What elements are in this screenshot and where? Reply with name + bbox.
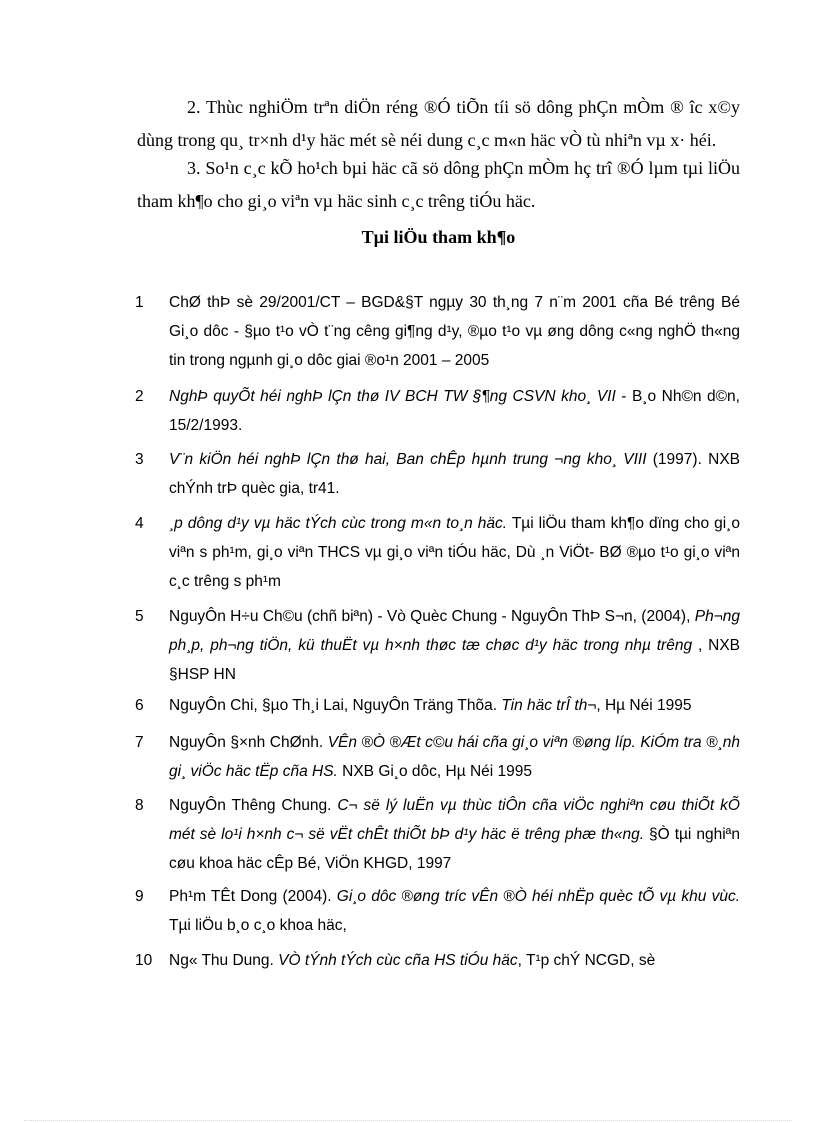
reference-title: C¬ së lý luËn vµ thùc tiÔn cña viÖc nghiªn cøu thiÕt kÕ mét sè lo¹i h×nh c¬ së vËt chÊt thiÕt bÞ d¹y häc ë trêng phæ th«ng.: [169, 797, 740, 843]
reference-plain: Tµi liÖu b¸o c¸o khoa häc,: [169, 917, 347, 934]
reference-number: 7: [135, 734, 144, 751]
reference-plain: - B¸o Nh©n d©n, 15/2/1993.: [169, 388, 740, 434]
reference-title: Tin häc trÎ th¬: [501, 697, 597, 714]
reference-plain: Ng« Thu Dung.: [169, 952, 279, 969]
references-heading: Tµi liÖu tham kh¶o: [361, 227, 516, 247]
reference-text: [169, 946, 740, 975]
reference-number: 1: [135, 294, 144, 311]
reference-text: [169, 602, 740, 689]
reference-number: 2: [135, 388, 144, 405]
reference-number: 4: [135, 515, 144, 532]
reference-plain: NguyÔn H÷u Ch©u (chñ biªn) - Vò Quèc Chung - NguyÔn ThÞ S¬n, (2004),: [169, 608, 695, 625]
reference-plain: , Hµ Néi 1995: [596, 697, 692, 714]
reference-plain: NguyÔn §×nh ChØnh.: [169, 734, 328, 751]
reference-plain: (1997). NXB chÝnh trÞ quèc gia, tr41.: [169, 451, 740, 497]
reference-text: [169, 382, 740, 440]
reference-title: V¨n kiÖn héi nghÞ lÇn thø hai, Ban chÊp hµnh trung ¬ng kho¸ VIII: [169, 451, 647, 468]
reference-number: 8: [135, 797, 144, 814]
reference-plain: NXB Gi¸o dôc, Hµ Néi 1995: [337, 763, 532, 780]
reference-number: 3: [135, 451, 144, 468]
reference-plain: Ph¹m TÊt Dong (2004).: [169, 888, 337, 905]
reference-text: [169, 288, 740, 375]
reference-title: VÒ tÝnh tÝch cùc cña HS tiÓu häc: [278, 952, 518, 969]
reference-text: [169, 882, 740, 940]
reference-plain: NguyÔn Thêng Chung.: [169, 797, 338, 814]
reference-title: ¸p dông d¹y vµ häc tÝch cùc trong m«n to¸n häc.: [169, 515, 508, 532]
paragraph-item-3: 3. So¹n c¸c kÕ ho¹ch bµi häc cã sö dông phÇn mÒm hç trî ®Ó lµm tµi liÖu tham kh¶o cho gi¸o viªn vµ häc sinh c¸c trêng tiÓu häc.: [137, 158, 740, 211]
reference-title: Ph¬ng ph¸p, ph¬ng tiÖn, kü thuËt vµ h×nh thøc tæ chøc d¹y häc trong nhµ trêng: [169, 608, 740, 654]
paragraph-item-2: 2. Thùc nghiÖm trªn diÖn réng ®Ó tiÕn tíi sö dông phÇn mÒm ® îc x©y dùng trong qu¸ tr×nh d¹y häc mét sè néi dung c¸c m«n häc vÒ tù nhiªn vµ x· héi.: [137, 97, 740, 150]
reference-number: 5: [135, 608, 144, 625]
reference-text: [169, 509, 740, 596]
reference-text: [169, 445, 740, 503]
reference-plain: Tµi liÖu tham kh¶o dïng cho gi¸o viªn s ph¹m, gi¸o viªn THCS vµ gi¸o viªn tiÓu häc, Dù ¸n ViÖt- BØ ®µo t¹o gi¸o viªn c¸c trêng s ph¹m: [169, 515, 740, 590]
reference-plain: , T¹p chÝ NCGD, sè: [517, 952, 656, 969]
reference-title: NghÞ quyÕt héi nghÞ lÇn thø IV BCH TW §¶ng CSVN kho¸ VII: [169, 388, 616, 405]
reference-number: 10: [135, 952, 153, 969]
reference-number: 9: [135, 888, 144, 905]
reference-text: [169, 691, 740, 720]
reference-plain: , NXB §HSP HN: [169, 637, 740, 683]
reference-title: VÊn ®Ò ®Æt c©u hái cña gi¸o viªn ®øng líp. KiÓm tra ®¸nh gi¸ viÖc häc tËp cña HS.: [169, 734, 740, 780]
reference-plain: ChØ thÞ sè 29/2001/CT – BGD&§T ngµy 30 th¸ng 7 n¨m 2001 cña Bé trêng Bé Gi¸o dôc - §µo t¹o vÒ t¨ng cêng gi¶ng d¹y, ®µo t¹o vµ øng dông c«ng nghÖ th«ng tin trong ngµnh gi¸o dôc giai ®o¹n 2001 – 2005: [169, 294, 740, 369]
page-bottom-divider: [24, 1120, 792, 1121]
reference-number: 6: [135, 697, 144, 714]
reference-title: Gi¸o dôc ®øng tríc vÊn ®Ò héi nhËp quèc tÕ vµ khu vùc.: [336, 888, 740, 905]
reference-plain: NguyÔn Chi, §µo Th¸i Lai, NguyÔn Träng Thõa.: [169, 697, 502, 714]
reference-plain: §Ò tµi nghiªn cøu khoa häc cÊp Bé, ViÖn KHGD, 1997: [169, 826, 740, 872]
reference-text: [169, 791, 740, 878]
reference-text: [169, 728, 740, 786]
